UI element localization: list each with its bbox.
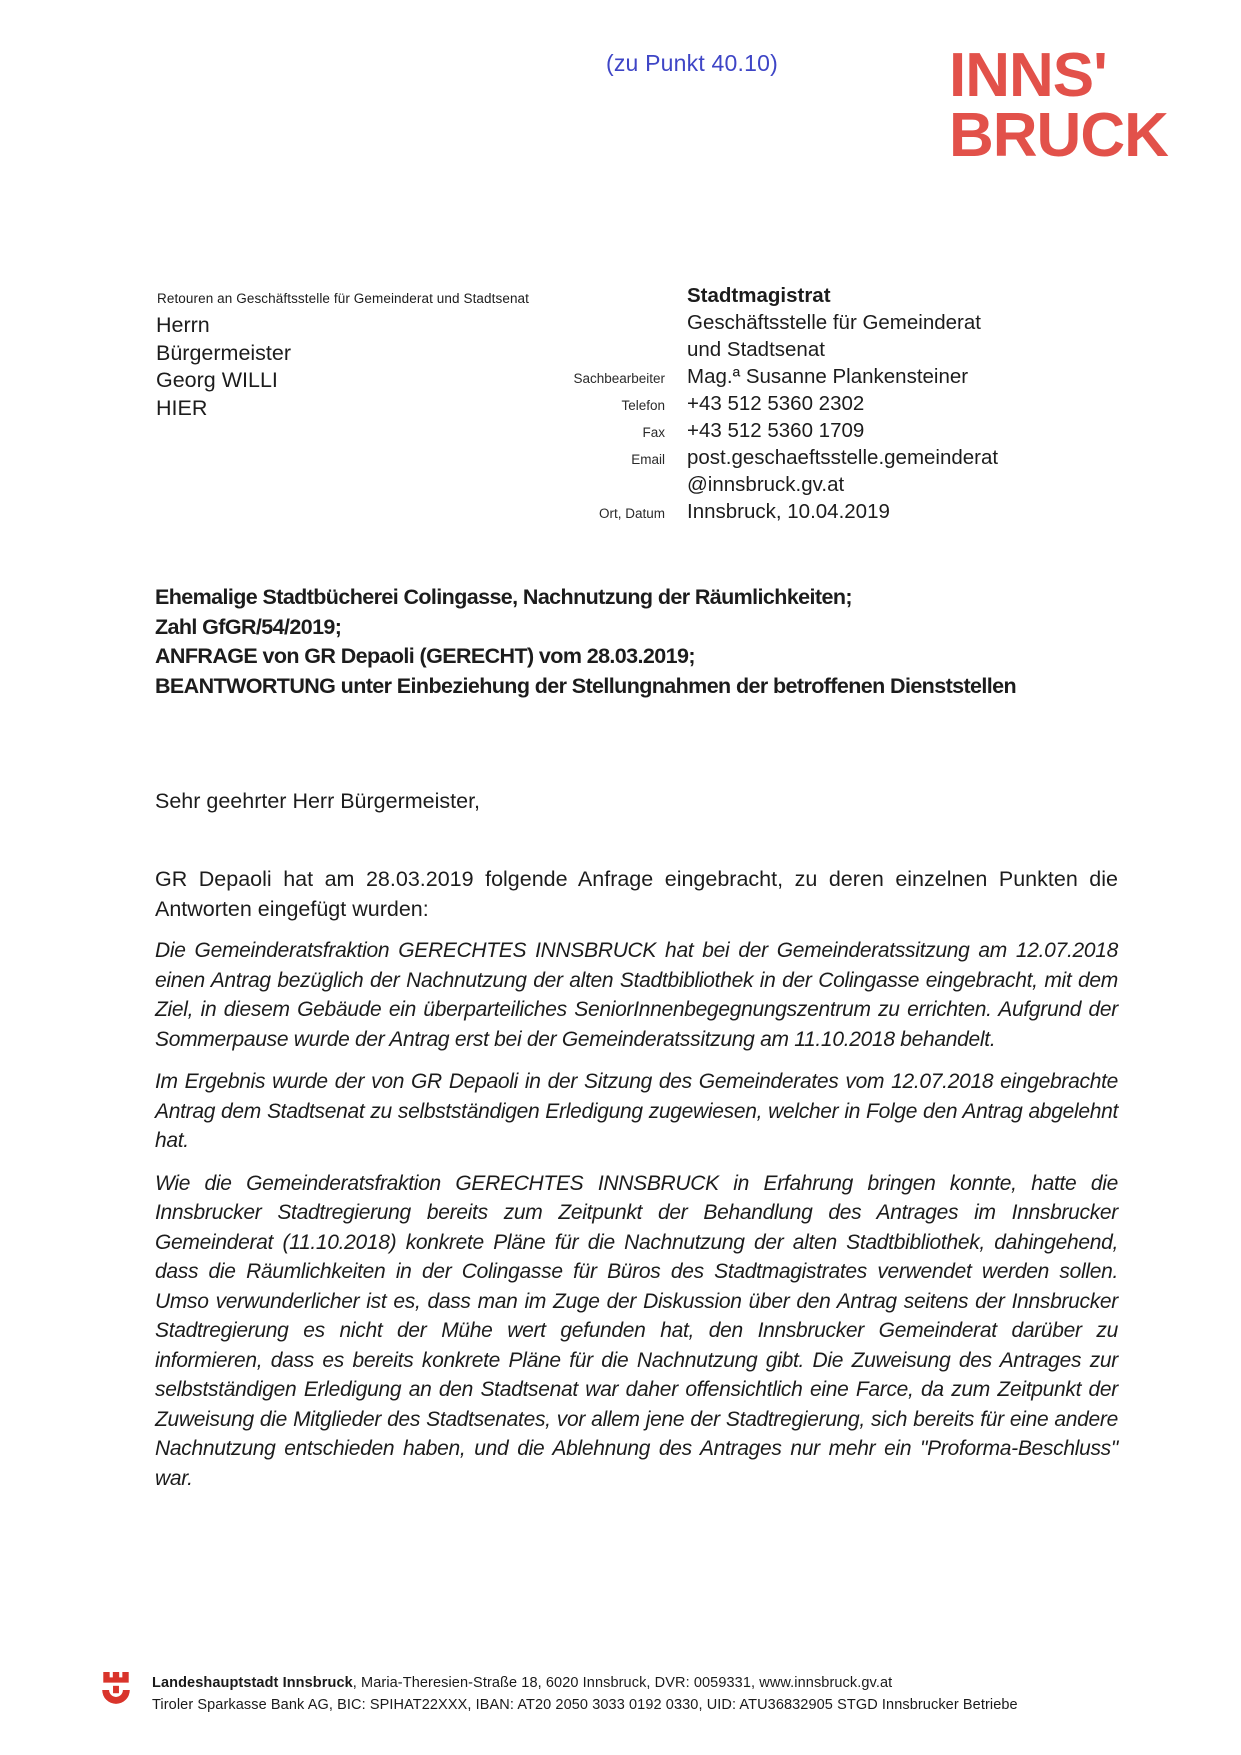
sender-contact-block [500, 284, 1120, 527]
email-address-part1: post.geschaeftsstelle.gemeinderat [687, 446, 999, 469]
contact-row [500, 419, 1120, 446]
agenda-point-reference: (zu Punkt 40.10) [606, 50, 778, 76]
subject-line: ANFRAGE von GR Depaoli (GERECHT) vom 28.03.2019; [155, 644, 695, 668]
return-address-note: Retouren an Geschäftsstelle für Gemeinderat und Stadtsenat [157, 291, 530, 306]
fax-number: +43 512 5360 1709 [687, 419, 865, 442]
contact-row [500, 446, 1120, 473]
footer-block [152, 1673, 1172, 1716]
intro-paragraph: GR Depaoli hat am 28.03.2019 folgende Anfrage eingebracht, zu deren einzelnen Punkten die Antworten eingefügt wurden: [155, 867, 1118, 921]
recipient-address [156, 312, 291, 422]
recipient-line: Herrn [156, 313, 210, 337]
subject-line: BEANTWORTUNG unter Einbeziehung der Stellungnahmen der betroffenen Dienststellen [155, 673, 1017, 698]
quoted-paragraph: Wie die Gemeinderatsfraktion GERECHTES INNSBRUCK in Erfahrung bringen konnte, hatte die Innsbrucker Stadtregierung bereits zum Zeitpunkt der Behandlung des Antrages im Innsbrucker Gemeinderat (11.10.2018) konkrete Pläne für die Nachnutzung der alten Stadtbibliothek, dahingehend, dass die Räumlichkeiten in der Colingasse für Büros des Stadtmagistrates verwendet werden sollen. Umso verwunderlicher ist es, dass man im Zuge der Diskussion über den Antrag seitens der Innsbrucker Stadtregierung es nicht der Mühe wert gefunden hat, den Innsbrucker Gemeinderat darüber zu informieren, dass es bereits konkrete Pläne für die Nachnutzung gibt. Die Zuweisung des Antrages zur selbstständigen Erledigung an den Stadtsenat war daher offensichtlich eine Farce, da zum Zeitpunkt der Zuweisung die Mitglieder des Stadtsenates, vor allem jene der Stadtregierung, sich bereits für eine andere Nachnutzung entschieden haben, und die Ablehnung des Antrages nur mehr ein "Proforma-Beschluss" war. [155, 1171, 1118, 1490]
contact-row [500, 473, 1120, 500]
contact-row [500, 500, 1120, 527]
email-address-part2: @innsbruck.gv.at [687, 473, 845, 496]
subject-block [155, 583, 1125, 701]
innsbruck-coat-of-arms-icon [100, 1671, 132, 1707]
contact-row [500, 392, 1120, 419]
sender-office-line: Geschäftsstelle für Gemeinderat [687, 311, 981, 334]
contact-row [500, 338, 1120, 365]
place-date-label: Ort, Datum [598, 506, 665, 521]
contact-row [500, 365, 1120, 392]
quoted-inquiry-text [155, 936, 1118, 1506]
contact-row [500, 311, 1120, 338]
innsbruck-logo [949, 41, 1168, 170]
clerk-name: Mag.ª Susanne Plankensteiner [687, 365, 969, 388]
phone-label: Telefon [621, 398, 665, 413]
salutation: Sehr geehrter Herr Bürgermeister, [155, 789, 481, 813]
clerk-label: Sachbearbeiter [573, 371, 665, 386]
recipient-line: HIER [156, 395, 208, 420]
logo-line-2: BRUCK [949, 101, 1168, 170]
email-label: Email [631, 452, 665, 467]
phone-number: +43 512 5360 2302 [687, 392, 865, 415]
fax-label: Fax [642, 425, 665, 440]
sender-department: Stadtmagistrat [687, 284, 831, 307]
quoted-paragraph: Im Ergebnis wurde der von GR Depaoli in der Sitzung des Gemeinderates vom 12.07.2018 eingebrachte Antrag dem Stadtsenat zu selbstständigen Erledigung zugewiesen, welcher in Folge den Antrag abgelehnt hat. [155, 1070, 1118, 1152]
footer-city-name: Landeshauptstadt Innsbruck [152, 1675, 353, 1691]
footer-address: , Maria-Theresien-Straße 18, 6020 Innsbruck, DVR: 0059331, www.innsbruck.gv.at [352, 1675, 893, 1691]
subject-line: Zahl GfGR/54/2019; [155, 614, 342, 639]
subject-line: Ehemalige Stadtbücherei Colingasse, Nachnutzung der Räumlichkeiten; [155, 585, 852, 609]
footer-line-2: Tiroler Sparkasse Bank AG, BIC: SPIHAT22XXX, IBAN: AT20 2050 3033 0192 0330, UID: ATU36832905 STGD Innsbrucker Betriebe [152, 1696, 1018, 1713]
logo-line-1: INNS' [949, 41, 1107, 110]
contact-row [500, 284, 1120, 311]
recipient-line: Georg WILLI [156, 368, 278, 392]
footer-line-1 [152, 1673, 1172, 1695]
sender-office-line: und Stadtsenat [687, 338, 825, 361]
quoted-paragraph: Die Gemeinderatsfraktion GERECHTES INNSBRUCK hat bei der Gemeinderatssitzung am 12.07.2018 einen Antrag bezüglich der Nachnutzung der alten Stadtbibliothek in der Colingasse eingebracht, mit dem Ziel, in diesem Gebäude ein überparteiliches SeniorInnenbegegnungszentrum zu errichten. Aufgrund der Sommerpause wurde der Antrag erst bei der Gemeinderatssitzung am 11.10.2018 behandelt. [155, 939, 1118, 1051]
place-date-value: Innsbruck, 10.04.2019 [687, 500, 890, 523]
recipient-line: Bürgermeister [156, 340, 292, 365]
